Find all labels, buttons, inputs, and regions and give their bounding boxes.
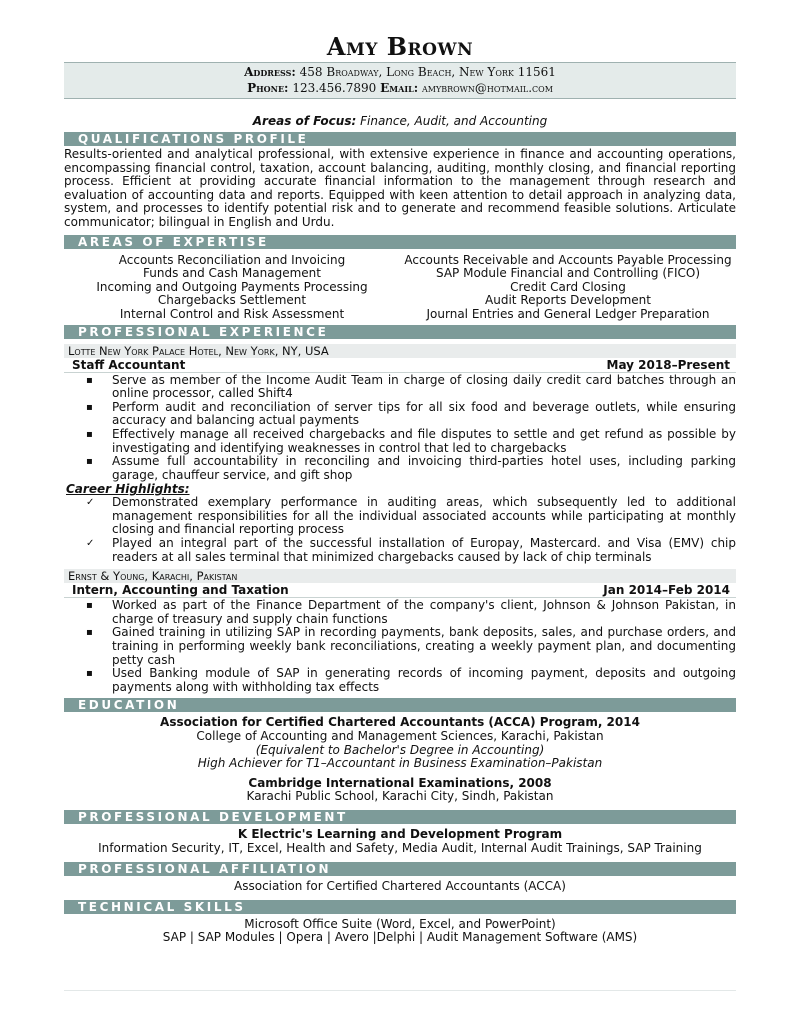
focus-label: Areas of Focus:: [252, 114, 357, 128]
job-company: Ernst & Young, Karachi, Pakistan: [64, 569, 736, 583]
check-icon: ✓: [86, 497, 95, 509]
section-header-qualifications: QUALIFICATIONS PROFILE: [64, 132, 736, 146]
phone-value: 123.456.7890: [292, 81, 377, 95]
list-item: Accounts Receivable and Accounts Payable Processing: [404, 252, 732, 267]
list-item: ▪ Assume full accountability in reconciling and invoicing third-parties hotel uses, including parking garage, chauffeur service, and gift shop: [86, 454, 736, 482]
affiliation-text: Association for Certified Chartered Accountants (ACCA): [234, 879, 566, 894]
list-item: ▪ Serve as member of the Income Audit Team in charge of closing daily credit card batches through an online processor, called Shift4: [86, 372, 736, 401]
bullet-icon: ▪: [86, 668, 93, 680]
list-item: Credit Card Closing: [510, 279, 626, 294]
job-title-line: [64, 583, 736, 598]
development-program: K Electric's Learning and Development Program: [237, 826, 563, 841]
expertise-list: [64, 254, 736, 322]
list-item: ▪ Used Banking module of SAP in generating records of incoming payment, deposits and outgoing payments along with withholding tax effects: [86, 666, 736, 694]
list-item: SAP Module Financial and Controlling (FICO): [435, 266, 700, 281]
contact-block: [64, 62, 736, 99]
list-item: Funds and Cash Management: [143, 266, 321, 281]
list-item: ▪ Perform audit and reconciliation of server tips for all six food and beverage outlets, while ensuring accuracy and balancing actual payments: [86, 399, 736, 428]
list-item: ▪ Worked as part of the Finance Department of the company's client, Johnson & Johnson Pakistan, in charge of treasury and supply chain functions: [86, 598, 736, 626]
list-item: Accounts Reconciliation and Invoicing: [118, 252, 346, 267]
skills-line-2: SAP | SAP Modules | Opera | Avero |Delphi | Audit Management Software (AMS): [162, 930, 638, 945]
bullet-icon: ▪: [86, 428, 93, 440]
bullet-icon: ▪: [86, 374, 93, 386]
check-icon: ✓: [86, 538, 95, 550]
job-title-line: [64, 358, 736, 373]
focus-value: Finance, Audit, and Accounting: [360, 114, 548, 128]
bullet-icon: ▪: [86, 627, 93, 639]
career-highlights-list: [64, 496, 736, 564]
career-highlights-heading: Career Highlights:: [66, 482, 190, 497]
phone-email-line: [64, 80, 736, 96]
section-header-development: PROFESSIONAL DEVELOPMENT: [64, 810, 736, 824]
list-item: Audit Reports Development: [485, 293, 651, 308]
job-dates: May 2018–Present: [606, 357, 730, 372]
expertise-column-right: [400, 254, 736, 322]
job-role: Staff Accountant: [72, 357, 186, 372]
education-acca: Association for Certified Chartered Accountants (ACCA) Program, 2014: [160, 715, 640, 730]
section-header-skills: TECHNICAL SKILLS: [64, 900, 736, 914]
list-item: Incoming and Outgoing Payments Processing: [96, 279, 368, 294]
list-item: Chargebacks Settlement: [157, 293, 307, 308]
email-label: Email:: [380, 81, 419, 95]
areas-of-focus: [64, 113, 736, 129]
address-label: Address:: [244, 65, 296, 79]
list-item: Journal Entries and General Ledger Preparation: [426, 306, 710, 321]
section-header-affiliation: PROFESSIONAL AFFILIATION: [64, 862, 736, 876]
bullet-icon: ▪: [86, 600, 93, 612]
job-duties-list: [64, 374, 736, 483]
education-cambridge: Cambridge International Examinations, 2008: [248, 775, 552, 790]
education-achiever: High Achiever for T1–Accountant in Business Examination–Pakistan: [197, 756, 603, 771]
list-item: Internal Control and Risk Assessment: [119, 306, 345, 321]
footer-divider: [64, 990, 736, 991]
education-equivalent: (Equivalent to Bachelor's Degree in Accounting): [255, 742, 545, 757]
list-item: ▪ Gained training in utilizing SAP in recording payments, bank deposits, sales, and purchase orders, and training in performing weekly bank reconciliations, creating a weekly payment plan, and documenting petty cash: [86, 625, 736, 667]
resume-page: [64, 32, 736, 945]
address-value: 458 Broadway, Long Beach, New York 11561: [299, 65, 556, 79]
education-school: Karachi Public School, Karachi City, Sindh, Pakistan: [246, 789, 554, 804]
bullet-icon: ▪: [86, 401, 93, 413]
job-dates: Jan 2014–Feb 2014: [603, 583, 730, 598]
section-header-expertise: AREAS OF EXPERTISE: [64, 235, 736, 249]
bullet-icon: ▪: [86, 456, 93, 468]
job-company: Lotte New York Palace Hotel, New York, NY, USA: [64, 344, 736, 358]
section-header-experience: PROFESSIONAL EXPERIENCE: [64, 325, 736, 339]
expertise-column-left: [64, 254, 400, 322]
job-role: Intern, Accounting and Taxation: [72, 583, 289, 598]
qualifications-text: Results-oriented and analytical professional, with extensive experience in finance and accounting operations, encompassing financial control, taxation, account balancing, auditing, monthly closing, and financial reporting process. Efficient at providing accurate financial information to the management through research and evaluation of accounting data and reports. Equipped with keen attention to detail approach in analyzing data, system, and processes to identify potential risk and to generate and recommend feasible solutions. Articulate communicator; bilingual in English and Urdu.: [64, 147, 736, 229]
email-value[interactable]: amybrown@hotmail.com: [421, 81, 553, 95]
education-college: College of Accounting and Management Sciences, Karachi, Pakistan: [196, 729, 604, 743]
list-item: ▪ Effectively manage all received chargebacks and file disputes to settle and get refund as possible by investigating and identifying weaknesses in control that led to chargebacks: [86, 426, 736, 455]
phone-label: Phone:: [247, 81, 289, 95]
address-line: [64, 64, 736, 80]
development-topics: Information Security, IT, Excel, Health and Safety, Media Audit, Internal Audit Trainings, SAP Training: [98, 840, 702, 855]
candidate-name: Amy Brown: [326, 32, 474, 61]
list-item: ✓ Demonstrated exemplary performance in auditing areas, which subsequently led to additional management responsibilities for all the individual associated accounts while participating at monthly closing and financial reporting process: [86, 495, 736, 537]
list-item: ✓ Played an integral part of the successful installation of Europay, Mastercard. and Visa (EMV) chip readers at all sales terminal that minimized chargebacks caused by lack of chip terminals: [86, 536, 736, 564]
section-header-education: EDUCATION: [64, 698, 736, 712]
job-duties-list: [64, 599, 736, 694]
skills-line-1: Microsoft Office Suite (Word, Excel, and PowerPoint): [244, 916, 556, 931]
